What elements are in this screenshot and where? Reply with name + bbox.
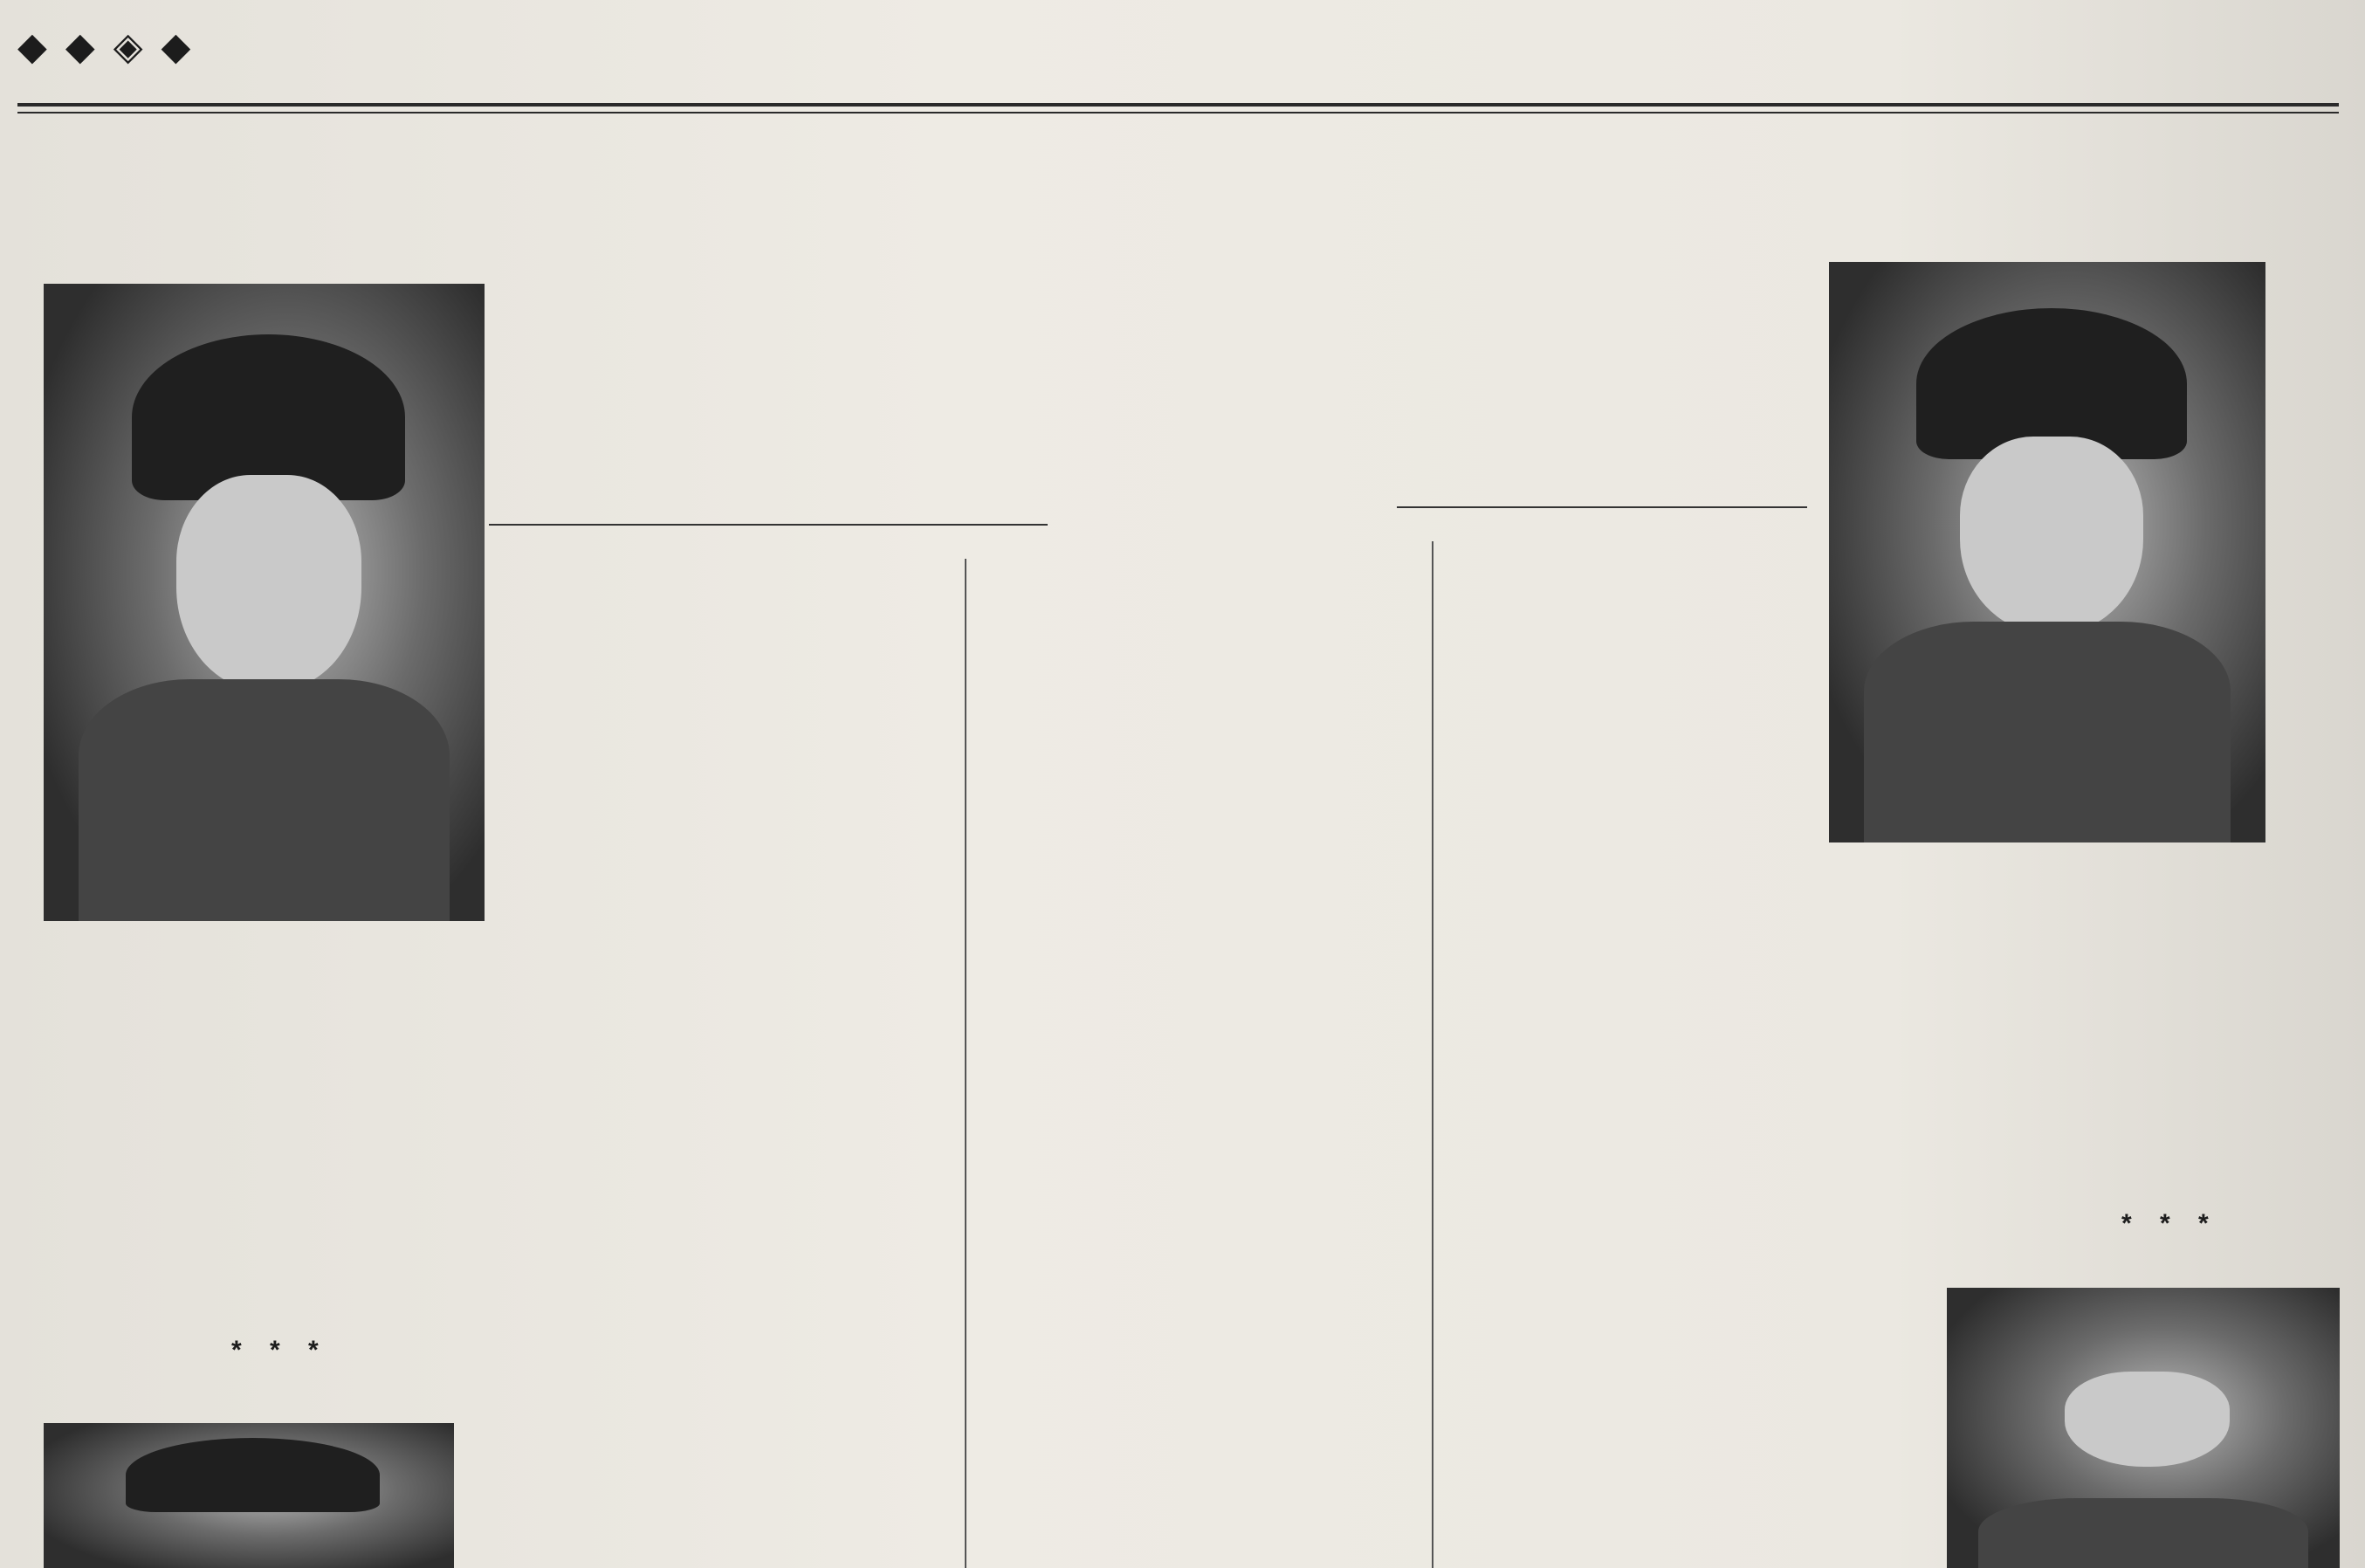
article-column-3 — [1445, 829, 1890, 1568]
column-divider — [965, 559, 966, 1568]
diamond-icon: ◈ — [113, 25, 144, 68]
top-rule — [17, 103, 2339, 107]
diamond-icon: ◆ — [65, 25, 96, 68]
ornament-stars: * * * — [231, 1336, 329, 1365]
article-column-2 — [978, 559, 1423, 1318]
article-column-1 — [489, 637, 960, 1568]
diamond-icon: ◆ — [17, 25, 48, 68]
portrait-photo-right-bottom — [1947, 1288, 2340, 1568]
portrait-photo-right — [1829, 262, 2265, 842]
lead-rule-right — [1397, 506, 1807, 508]
diamond-icon: ◆ — [161, 25, 192, 68]
lead-rule-left — [489, 524, 1048, 526]
ornament-stars: * * * — [2121, 1209, 2219, 1238]
column-divider — [1432, 541, 1433, 1568]
portrait-photo-left — [44, 284, 485, 921]
masthead-line — [17, 24, 200, 103]
lead-paragraph-right — [1192, 236, 1812, 498]
portrait-photo-left-bottom — [44, 1423, 454, 1568]
top-rule-thin — [17, 112, 2339, 113]
lead-paragraph-left — [511, 236, 1139, 524]
